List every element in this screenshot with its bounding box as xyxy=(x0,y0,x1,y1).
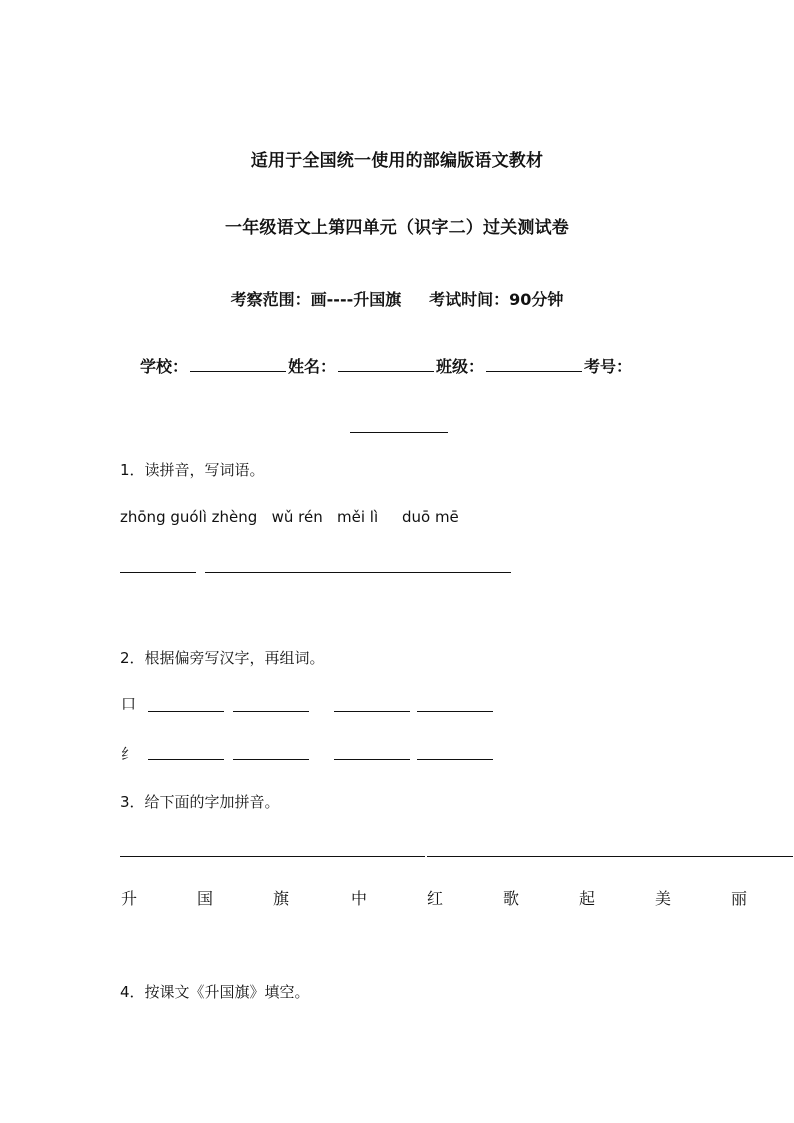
question-3-text: 3．给下面的字加拼音。 xyxy=(120,793,280,811)
document-subtitle: 适用于全国统一使用的部编版语文教材 xyxy=(250,151,544,171)
answer-line[interactable] xyxy=(205,572,511,573)
pinyin-answer-line[interactable] xyxy=(427,856,793,857)
answer-line[interactable] xyxy=(120,572,196,573)
student-info-row xyxy=(140,353,632,377)
char-item: 歌 xyxy=(503,889,520,908)
answer-line[interactable] xyxy=(148,759,224,760)
number-label: 考号： xyxy=(584,357,633,376)
answer-line[interactable] xyxy=(334,759,410,760)
answer-line[interactable] xyxy=(233,711,309,712)
question-1-pinyin: zhōng guólì zhèng wǔ rén měi lì duō mē xyxy=(120,508,459,526)
class-field[interactable] xyxy=(486,353,582,372)
answer-line[interactable] xyxy=(334,711,410,712)
char-item: 红 xyxy=(427,889,444,908)
char-item: 起 xyxy=(579,889,596,908)
radical-kou: 口 xyxy=(121,695,137,713)
class-label: 班级： xyxy=(436,357,485,376)
answer-line[interactable] xyxy=(233,759,309,760)
name-label: 姓名： xyxy=(288,357,337,376)
document-title: 一年级语文上第四单元（识字二）过关测试卷 xyxy=(225,218,569,238)
radical-si: 纟 xyxy=(121,745,137,763)
char-item: 中 xyxy=(351,889,368,908)
char-item: 丽 xyxy=(731,889,748,908)
pinyin-answer-line[interactable] xyxy=(120,856,425,857)
name-field[interactable] xyxy=(338,353,434,372)
school-field[interactable] xyxy=(190,353,286,372)
question-4-text: 4．按课文《升国旗》填空。 xyxy=(120,983,310,1001)
answer-line[interactable] xyxy=(148,711,224,712)
char-item: 国 xyxy=(197,889,214,908)
number-field[interactable] xyxy=(350,432,448,433)
question-1-text: 1．读拼音，写词语。 xyxy=(120,461,265,479)
char-item: 旗 xyxy=(273,889,290,908)
school-label: 学校： xyxy=(140,357,189,376)
answer-line[interactable] xyxy=(417,711,493,712)
answer-line[interactable] xyxy=(417,759,493,760)
char-item: 升 xyxy=(121,889,138,908)
char-item: 美 xyxy=(655,889,672,908)
exam-scope: 考察范围：画----升国旗 考试时间：90分钟 xyxy=(230,290,564,309)
question-2-text: 2．根据偏旁写汉字，再组词。 xyxy=(120,649,325,667)
